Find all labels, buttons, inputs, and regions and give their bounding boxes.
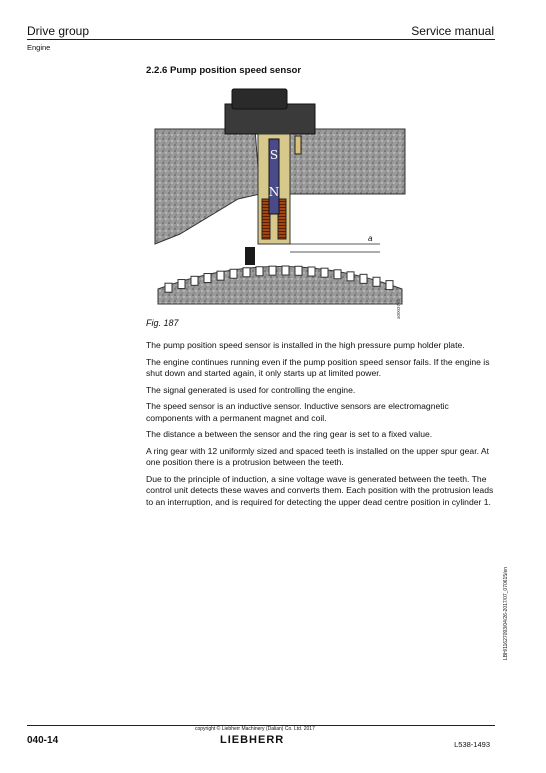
gap-label: a (368, 234, 373, 243)
copyright-notice: copyright © Liebherr Machinery (Dalian) Co. Ltd. 2017 (195, 726, 315, 732)
gear-tooth-gap (191, 276, 198, 285)
sensor-figure (150, 84, 410, 324)
header-section: Drive group (27, 24, 90, 38)
figure-code: a0003745 (396, 298, 401, 319)
header-rule (27, 39, 495, 40)
section-title: 2.2.6 Pump position speed sensor (146, 65, 302, 76)
gear-tooth-gap (360, 274, 367, 283)
gear-tooth-gap (269, 266, 276, 275)
paragraph: The speed sensor is an inductive sensor. Inductive sensors are electromagnetic components with a permanent magnet and coil. (146, 401, 449, 423)
gear-tooth-gap (334, 270, 341, 279)
liebherr-logo: LIEBHERR (220, 734, 285, 746)
figure-caption: Fig. 187 (146, 318, 179, 328)
gear-tooth-gap (308, 267, 315, 276)
gear-tooth-gap (295, 266, 302, 275)
page-number: 040-14 (27, 735, 59, 746)
gear-tooth-gap (217, 271, 224, 280)
gear-tooth-gap (282, 266, 289, 275)
n-pole-label: N (268, 185, 280, 199)
gear-tooth-gap (165, 283, 172, 292)
gear-tooth-gap (347, 272, 354, 281)
paragraph: The engine continues running even if the pump position speed sensor fails. If the engine is shut down and started again, it only starts up at limited power. (146, 356, 490, 378)
side-document-code: LBH/11627093/04/26-2017/07_070615/en (503, 566, 509, 660)
s-pole-label: S (269, 148, 279, 162)
header-doc-type: Service manual (411, 24, 494, 38)
gear-tooth-gap (243, 268, 250, 277)
paragraph: A ring gear with 12 uniformly sized and spaced teeth is installed on the upper spur gear. At one position there is a protrusion between the teeth. (146, 445, 490, 467)
mounting-screw (295, 136, 301, 154)
paragraph: The pump position speed sensor is installed in the high pressure pump holder plate. (146, 340, 465, 350)
sensor-diagram (150, 84, 410, 324)
paragraph: The signal generated is used for controlling the engine. (146, 384, 356, 395)
paragraph: The distance a between the sensor and the ring gear is set to a fixed value. (146, 429, 433, 439)
body-text (146, 340, 496, 513)
connector-plug (232, 89, 287, 109)
model-number: L538-1493 (454, 740, 490, 749)
gear-tooth-gap (178, 280, 185, 289)
paragraph: Due to the principle of induction, a sine voltage wave is generated between the teeth. The control unit detects these waves and converts them. Each position with the protrusion leads to an interruption, and is required for detecting the upper dead centre position in cylinder 1. (146, 473, 494, 507)
gear-tooth-gap (204, 274, 211, 283)
housing-left (155, 129, 260, 244)
gear-tooth-gap (386, 281, 393, 290)
gear-tooth-gap (256, 267, 263, 276)
gear-tooth-gap (230, 269, 237, 278)
gear-tooth-gap (373, 277, 380, 286)
gear-protrusion (245, 247, 255, 265)
gear-tooth-gap (321, 268, 328, 277)
header-subsection: Engine (27, 43, 51, 52)
housing-right (290, 129, 405, 194)
